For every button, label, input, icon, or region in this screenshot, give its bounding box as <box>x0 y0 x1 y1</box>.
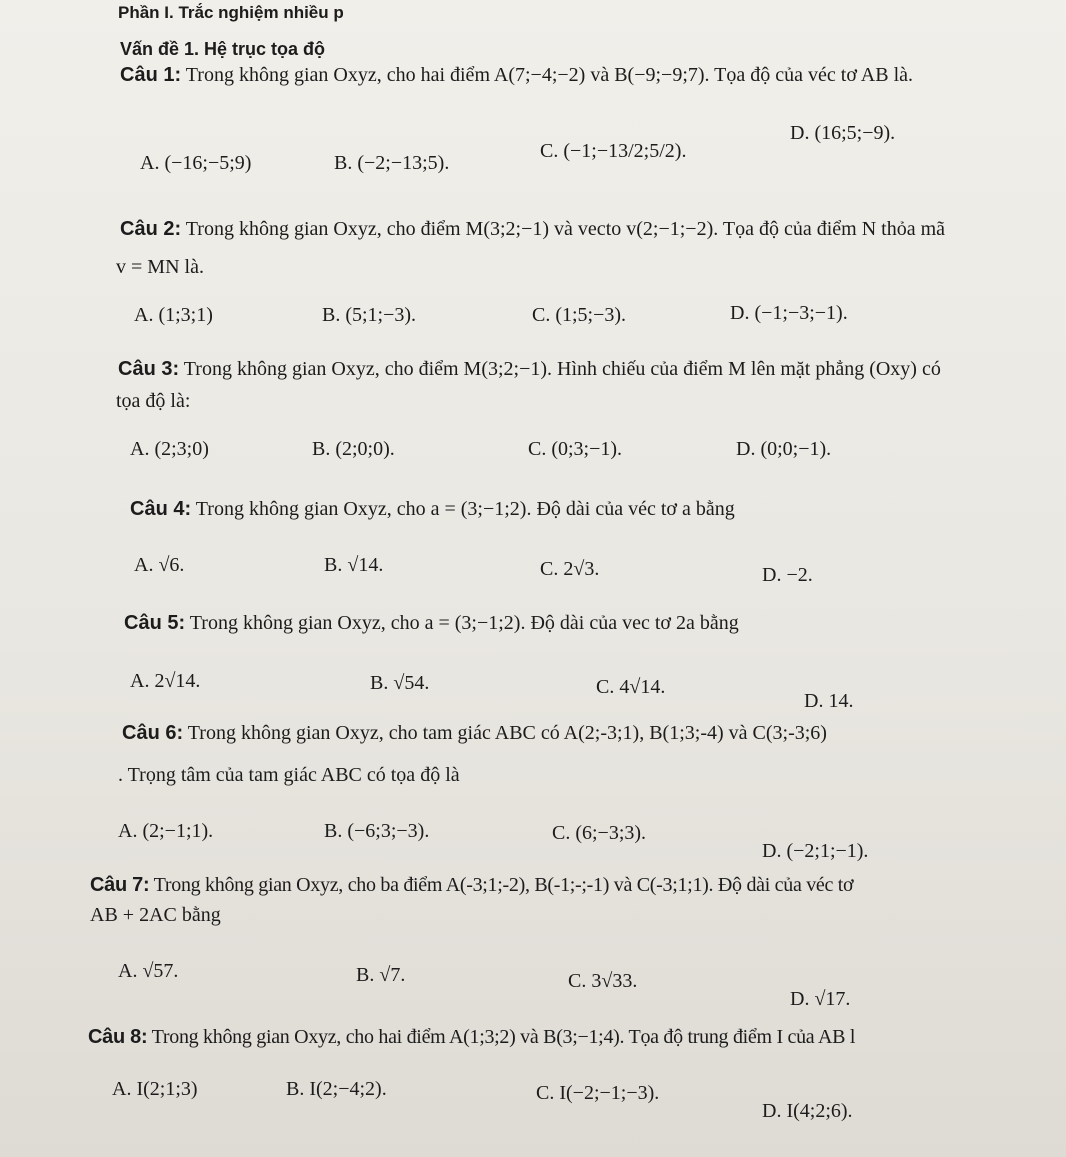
question-3 <box>118 356 941 382</box>
option-a: A. √57. <box>118 960 179 982</box>
option-b: B. √14. <box>324 554 384 576</box>
question-text: Trong không gian Oxyz, cho điểm M(3;2;−1). Hình chiếu của điểm M lên mặt phẳng (Oxy) có <box>183 358 941 380</box>
option-c: C. 3√33. <box>568 970 638 992</box>
question-text: Trong không gian Oxyz, cho hai điểm A(1;3;2) và B(3;−1;4). Tọa độ trung điểm I của AB l <box>151 1026 856 1048</box>
option-a: A. 2√14. <box>130 670 201 692</box>
option-d: D. 14. <box>804 690 854 712</box>
option-c: C. 4√14. <box>596 676 666 698</box>
option-c: C. (6;−3;3). <box>552 822 647 844</box>
question-3-cont: tọa độ là: <box>116 390 191 412</box>
option-a: A. (−16;−5;9) <box>140 152 252 174</box>
option-c: C. (−1;−13/2;5/2). <box>540 140 687 162</box>
option-c: C. 2√3. <box>540 558 600 580</box>
section-title: Vấn đề 1. Hệ trục tọa độ <box>120 39 326 59</box>
option-a: A. (2;−1;1). <box>118 820 214 842</box>
question-text: Trong không gian Oxyz, cho a = (3;−1;2). Độ dài của vec tơ 2a bằng <box>189 612 739 634</box>
option-d: D. I(4;2;6). <box>762 1100 853 1122</box>
option-b: B. I(2;−4;2). <box>286 1078 387 1100</box>
option-d: D. −2. <box>762 564 813 586</box>
option-a: A. (2;3;0) <box>130 438 209 460</box>
question-label: Câu 6: <box>122 722 184 744</box>
question-2-cont: v = MN là. <box>116 256 204 278</box>
question-label: Câu 5: <box>124 612 186 634</box>
option-b: B. (2;0;0). <box>312 438 395 460</box>
question-4 <box>130 496 735 522</box>
question-label: Câu 7: <box>90 874 150 896</box>
question-5 <box>124 610 739 636</box>
question-text: Trong không gian Oxyz, cho hai điểm A(7;−4;−2) và B(−9;−9;7). Tọa độ của véc tơ AB là. <box>185 64 914 86</box>
question-label: Câu 2: <box>120 218 182 240</box>
option-a: A. √6. <box>134 554 185 576</box>
question-7 <box>90 872 853 898</box>
option-c: C. (1;5;−3). <box>532 304 627 326</box>
option-b: B. √7. <box>356 964 406 986</box>
question-label: Câu 3: <box>118 358 180 380</box>
option-a: A. I(2;1;3) <box>112 1078 198 1100</box>
option-c: C. (0;3;−1). <box>528 438 623 460</box>
option-d: D. (−1;−3;−1). <box>730 302 848 324</box>
question-7-cont: AB + 2AC bằng <box>90 904 221 926</box>
question-text: Trong không gian Oxyz, cho ba điểm A(-3;1;-2), B(-1;-;-1) và C(-3;1;1). Độ dài của véc tơ <box>153 874 854 896</box>
option-c: C. I(−2;−1;−3). <box>536 1082 660 1104</box>
option-d: D. (0;0;−1). <box>736 438 832 460</box>
question-6 <box>122 720 827 746</box>
question-text: Trong không gian Oxyz, cho điểm M(3;2;−1) và vecto v(2;−1;−2). Tọa độ của điểm N thỏa mã <box>185 218 946 240</box>
question-label: Câu 4: <box>130 498 192 520</box>
option-d: D. (16;5;−9). <box>790 122 896 144</box>
question-text: Trong không gian Oxyz, cho a = (3;−1;2). Độ dài của véc tơ a bằng <box>195 498 735 520</box>
option-b: B. (5;1;−3). <box>322 304 417 326</box>
option-b: B. √54. <box>370 672 430 694</box>
option-b: B. (−6;3;−3). <box>324 820 430 842</box>
question-8 <box>88 1024 855 1050</box>
question-2 <box>120 216 945 242</box>
part-title: Phần I. Trắc nghiệm nhiều p <box>118 3 344 22</box>
question-label: Câu 1: <box>120 64 182 86</box>
question-label: Câu 8: <box>88 1026 148 1048</box>
option-d: D. (−2;1;−1). <box>762 840 869 862</box>
option-d: D. √17. <box>790 988 851 1010</box>
question-text: Trong không gian Oxyz, cho tam giác ABC có A(2;-3;1), B(1;3;-4) và C(3;-3;6) <box>187 722 827 744</box>
option-b: B. (−2;−13;5). <box>334 152 450 174</box>
option-a: A. (1;3;1) <box>134 304 213 326</box>
question-6-cont: . Trọng tâm của tam giác ABC có tọa độ là <box>118 764 460 786</box>
question-1 <box>120 62 913 88</box>
